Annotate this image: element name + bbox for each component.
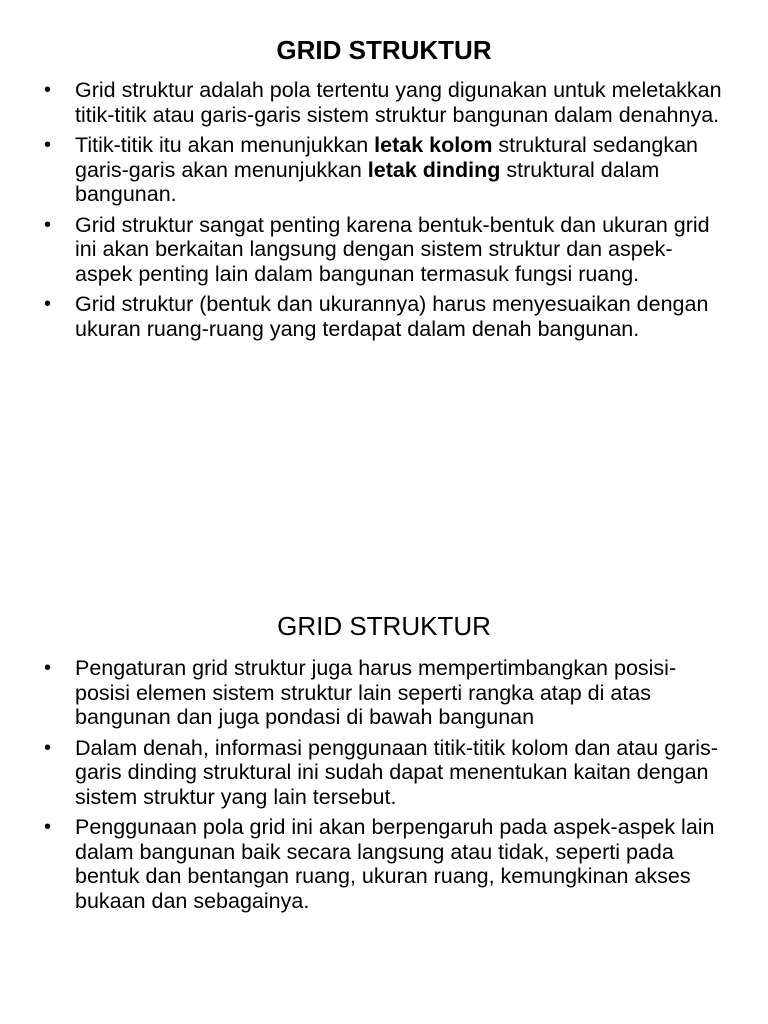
- bullet-text: Grid struktur sangat penting karena bentuk-bentuk dan ukuran grid ini akan berkaitan langsung dengan sistem struktur dan aspek-aspek penting lain dalam bangunan termasuk fungsi ruang.: [75, 212, 710, 286]
- bullet-text-part: struktural dalam bangunan.: [75, 157, 660, 206]
- bullet-text: Grid struktur (bentuk dan ukurannya) harus menyesuaikan dengan ukuran ruang-ruang yang terdapat dalam denah bangunan.: [75, 292, 709, 341]
- slide-1-title: GRID STRUKTUR: [276, 35, 492, 65]
- bullet-bold-text: letak dinding: [367, 157, 501, 182]
- list-item: [0, 133, 728, 207]
- bullet-icon: •: [44, 134, 52, 156]
- slide-1-bullet-list: [0, 78, 768, 341]
- slide-2-title: GRID STRUKTUR: [277, 611, 491, 641]
- bullet-icon: •: [44, 213, 52, 236]
- list-item: [0, 213, 728, 287]
- list-item: [0, 292, 728, 341]
- slide-2-bullet-list: [0, 656, 768, 913]
- bullet-text-part: Titik-titik itu akan menunjukkan: [75, 133, 375, 157]
- bullet-text: Dalam denah, informasi penggunaan titik-titik kolom dan atau garis-garis dinding struktural ini sudah dapat menentukan kaitan dengan sistem struktur yang lain tersebut.: [75, 735, 718, 809]
- list-item: [0, 815, 728, 913]
- list-item: [0, 78, 728, 127]
- bullet-icon: •: [44, 657, 52, 679]
- bullet-text: Penggunaan pola grid ini akan berpengaruh pada aspek-aspek lain dalam bangunan baik secara langsung atau tidak, seperti pada bentuk dan bentangan ruang, ukuran ruang, kemungkinan akses bukaan dan sebagainya.: [75, 815, 715, 913]
- list-item: [0, 736, 728, 810]
- bullet-text-part: struktural sedangkan garis-garis akan menunjukkan: [75, 133, 698, 182]
- slide-2: [0, 606, 768, 919]
- bullet-icon: •: [44, 79, 52, 101]
- bullet-icon: •: [44, 293, 52, 315]
- bullet-text: Pengaturan grid struktur juga harus mempertimbangkan posisi-posisi elemen sistem struktur lain seperti rangka atap di atas bangunan dan juga pondasi di bawah bangunan: [75, 656, 677, 729]
- list-item: [0, 656, 728, 730]
- bullet-icon: •: [44, 736, 52, 759]
- slide-1: [0, 30, 768, 347]
- bullet-bold-text: letak kolom: [374, 133, 493, 157]
- bullet-icon: •: [44, 816, 52, 838]
- bullet-text: Grid struktur adalah pola tertentu yang digunakan untuk meletakkan titik-titik atau garis-garis sistem struktur bangunan dalam denahnya.: [75, 78, 722, 127]
